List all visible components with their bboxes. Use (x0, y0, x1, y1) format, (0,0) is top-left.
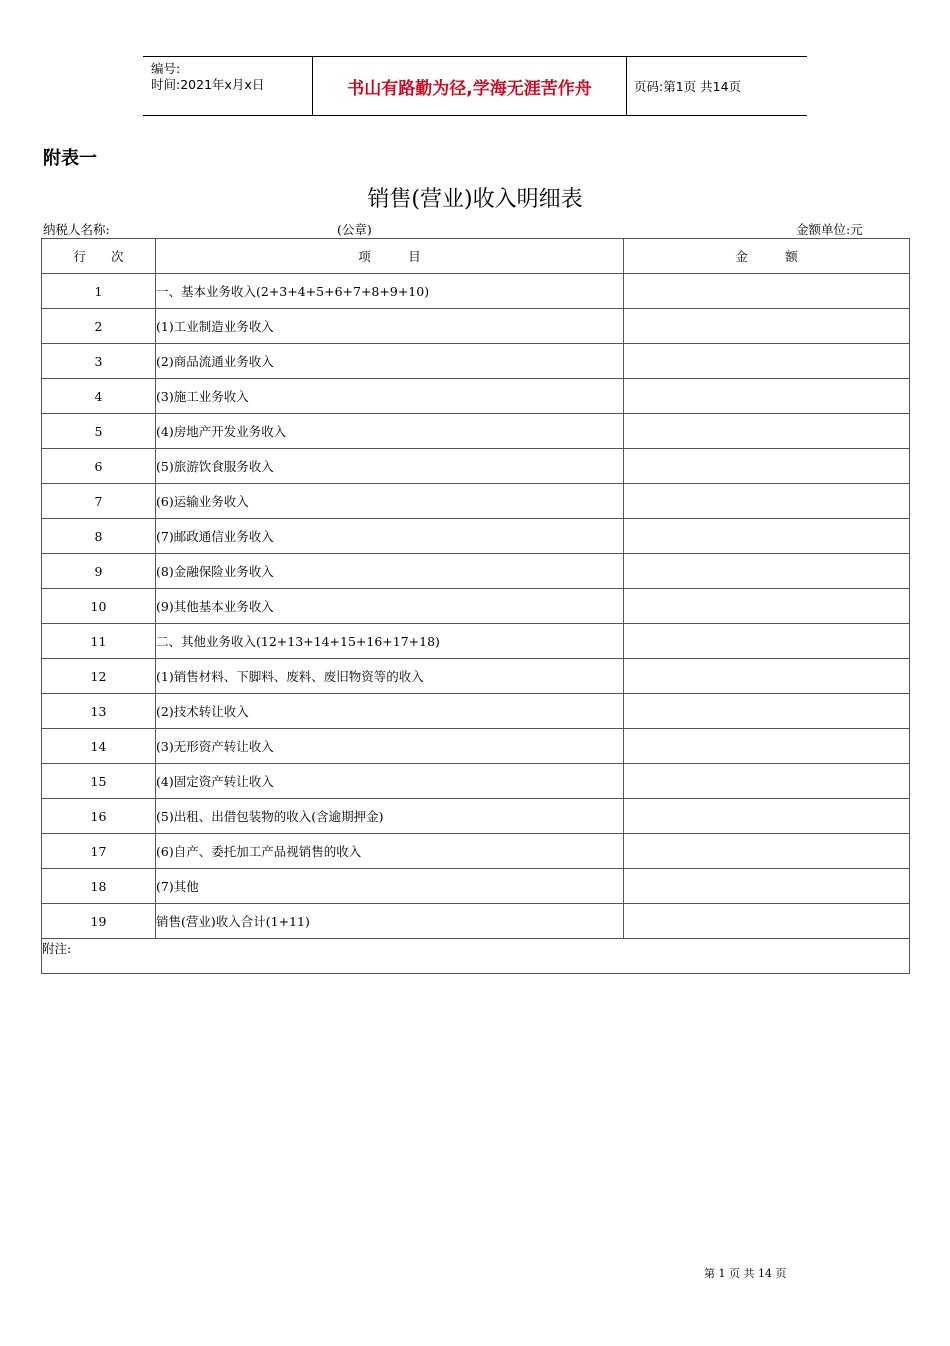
row-item: (9)其他基本业务收入 (156, 589, 624, 624)
table-row (42, 694, 910, 729)
table-row (42, 379, 910, 414)
row-amount[interactable] (624, 904, 910, 939)
row-item: (1)工业制造业务收入 (156, 309, 624, 344)
seal-label: (公章) (337, 222, 372, 237)
row-amount[interactable] (624, 309, 910, 344)
row-amount[interactable] (624, 519, 910, 554)
row-number: 10 (42, 589, 156, 624)
row-amount[interactable] (624, 624, 910, 659)
row-item: (1)销售材料、下脚料、废料、废旧物资等的收入 (156, 659, 624, 694)
table-row (42, 834, 910, 869)
table-row (42, 519, 910, 554)
row-amount[interactable] (624, 799, 910, 834)
table-row (42, 309, 910, 344)
note-row (42, 939, 910, 974)
row-amount[interactable] (624, 274, 910, 309)
row-item: (3)施工业务收入 (156, 379, 624, 414)
table-row (42, 484, 910, 519)
header-divider (626, 57, 627, 115)
row-item: (8)金融保险业务收入 (156, 554, 624, 589)
row-item: (3)无形资产转让收入 (156, 729, 624, 764)
table-header-row (42, 239, 910, 274)
row-number: 16 (42, 799, 156, 834)
time-label: 时间:2021年x月x日 (151, 77, 265, 92)
row-item: (5)出租、出借包装物的收入(含逾期押金) (156, 799, 624, 834)
row-number: 8 (42, 519, 156, 554)
table-row (42, 869, 910, 904)
row-number: 3 (42, 344, 156, 379)
row-item: (4)房地产开发业务收入 (156, 414, 624, 449)
row-item: 一、基本业务收入(2+3+4+5+6+7+8+9+10) (156, 274, 624, 309)
row-item: (6)运输业务收入 (156, 484, 624, 519)
row-number: 19 (42, 904, 156, 939)
row-item: (2)商品流通业务收入 (156, 344, 624, 379)
header-motto: 书山有路勤为径,学海无涯苦作舟 (347, 78, 592, 99)
row-amount[interactable] (624, 589, 910, 624)
table-row (42, 589, 910, 624)
note-cell[interactable] (42, 939, 910, 974)
appendix-label: 附表一 (43, 148, 97, 169)
page-title: 销售(营业)收入明细表 (367, 187, 583, 212)
row-item: 销售(营业)收入合计(1+11) (156, 904, 624, 939)
row-number: 11 (42, 624, 156, 659)
table-row (42, 449, 910, 484)
unit-label: 金额单位:元 (796, 222, 863, 237)
taxpayer-label: 纳税人名称: (43, 222, 110, 237)
row-item: (7)其他 (156, 869, 624, 904)
row-item: 二、其他业务收入(12+13+14+15+16+17+18) (156, 624, 624, 659)
row-number: 6 (42, 449, 156, 484)
table-row (42, 764, 910, 799)
column-header-amount: 金 额 (624, 239, 910, 274)
note-label: 附注: (42, 941, 72, 956)
table-row (42, 554, 910, 589)
row-number: 15 (42, 764, 156, 799)
row-number: 4 (42, 379, 156, 414)
row-amount[interactable] (624, 344, 910, 379)
row-item: (6)自产、委托加工产品视销售的收入 (156, 834, 624, 869)
table-row (42, 274, 910, 309)
table-row (42, 799, 910, 834)
row-item: (4)固定资产转让收入 (156, 764, 624, 799)
row-number: 2 (42, 309, 156, 344)
row-amount[interactable] (624, 554, 910, 589)
row-amount[interactable] (624, 484, 910, 519)
revenue-table (41, 238, 910, 974)
row-amount[interactable] (624, 449, 910, 484)
row-item: (2)技术转让收入 (156, 694, 624, 729)
table-row (42, 659, 910, 694)
table-row (42, 904, 910, 939)
row-amount[interactable] (624, 694, 910, 729)
row-amount[interactable] (624, 659, 910, 694)
row-amount[interactable] (624, 869, 910, 904)
header-page-info: 页码:第1页 共14页 (634, 79, 742, 94)
row-number: 12 (42, 659, 156, 694)
row-number: 13 (42, 694, 156, 729)
row-amount[interactable] (624, 834, 910, 869)
row-amount[interactable] (624, 379, 910, 414)
document-header (143, 56, 807, 116)
row-amount[interactable] (624, 729, 910, 764)
page-footer: 第 1 页 共 14 页 (704, 1267, 787, 1280)
table-row (42, 344, 910, 379)
row-number: 14 (42, 729, 156, 764)
row-number: 18 (42, 869, 156, 904)
row-number: 1 (42, 274, 156, 309)
row-number: 17 (42, 834, 156, 869)
table-row (42, 414, 910, 449)
row-item: (5)旅游饮食服务收入 (156, 449, 624, 484)
number-label: 编号: (151, 61, 181, 76)
header-meta (151, 61, 264, 93)
column-header-row-no: 行 次 (42, 239, 156, 274)
row-number: 5 (42, 414, 156, 449)
table-row (42, 729, 910, 764)
column-header-item: 项 目 (156, 239, 624, 274)
row-item: (7)邮政通信业务收入 (156, 519, 624, 554)
row-amount[interactable] (624, 414, 910, 449)
row-number: 9 (42, 554, 156, 589)
table-row (42, 624, 910, 659)
row-number: 7 (42, 484, 156, 519)
row-amount[interactable] (624, 764, 910, 799)
